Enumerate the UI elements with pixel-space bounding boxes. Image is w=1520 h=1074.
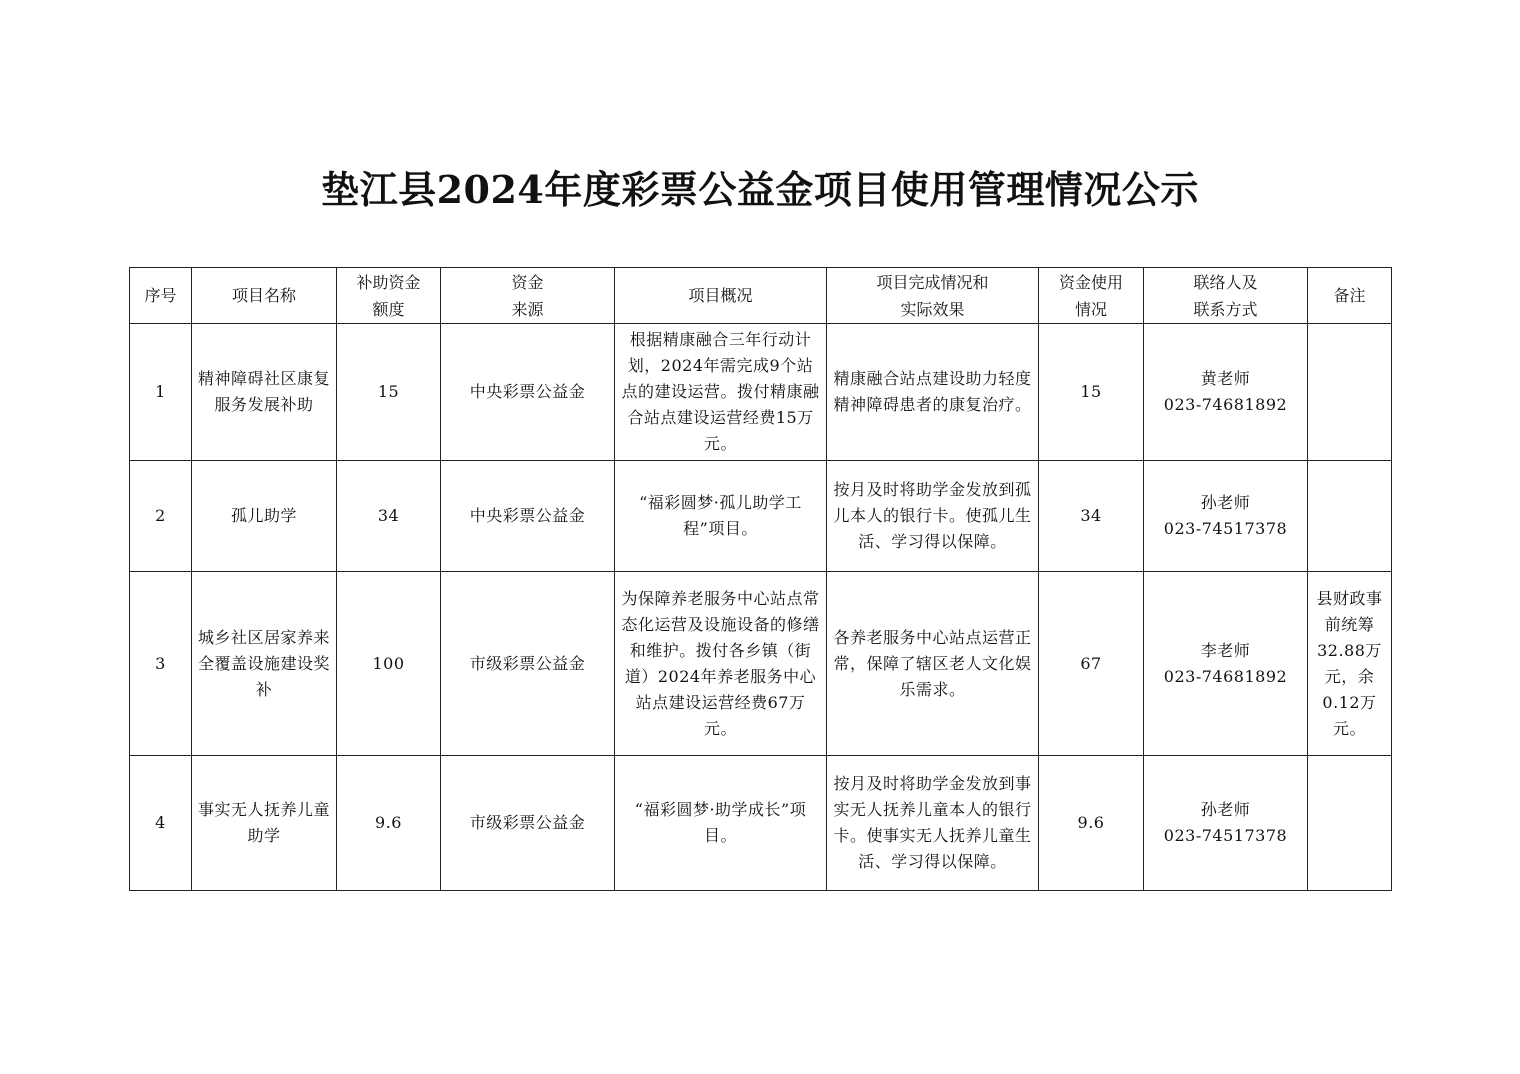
header-fund-usage: 资金使用 情况 [1039, 268, 1144, 324]
cell-subsidy-amount: 15 [337, 324, 441, 461]
cell-remark: 县财政事前统筹32.88万元，余0.12万元。 [1308, 572, 1392, 756]
cell-index: 1 [130, 324, 192, 461]
cell-subsidy-amount: 34 [337, 461, 441, 572]
cell-completion-effect: 按月及时将助学金发放到孤儿本人的银行卡。使孤儿生活、学习得以保障。 [827, 461, 1039, 572]
header-contact: 联络人及 联系方式 [1144, 268, 1308, 324]
table-header-row [130, 268, 1392, 324]
cell-index: 4 [130, 756, 192, 891]
table-row [130, 461, 1392, 572]
cell-completion-effect: 按月及时将助学金发放到事实无人抚养儿童本人的银行卡。使事实无人抚养儿童生活、学习得以保障。 [827, 756, 1039, 891]
header-completion-effect: 项目完成情况和 实际效果 [827, 268, 1039, 324]
cell-index: 2 [130, 461, 192, 572]
table-row [130, 324, 1392, 461]
contact-name: 孙老师 [1200, 800, 1251, 819]
cell-project-overview: “福彩圆梦·孤儿助学工程”项目。 [615, 461, 827, 572]
cell-fund-source: 中央彩票公益金 [441, 461, 615, 572]
cell-remark [1308, 324, 1392, 461]
cell-project-name: 城乡社区居家养来全覆盖设施建设奖补 [192, 572, 337, 756]
lottery-fund-table [129, 267, 1392, 891]
cell-subsidy-amount: 9.6 [337, 756, 441, 891]
cell-fund-source: 市级彩票公益金 [441, 572, 615, 756]
contact-name: 孙老师 [1200, 493, 1251, 512]
header-project-name: 项目名称 [192, 268, 337, 324]
contact-phone: 023-74681892 [1163, 395, 1288, 414]
cell-project-name: 事实无人抚养儿童助学 [192, 756, 337, 891]
cell-contact [1144, 324, 1308, 461]
cell-index: 3 [130, 572, 192, 756]
header-index: 序号 [130, 268, 192, 324]
contact-phone: 023-74517378 [1163, 826, 1288, 845]
cell-contact [1144, 461, 1308, 572]
cell-fund-usage: 67 [1039, 572, 1144, 756]
contact-name: 李老师 [1200, 640, 1251, 660]
cell-completion-effect: 精康融合站点建设助力轻度精神障碍患者的康复治疗。 [827, 324, 1039, 461]
cell-contact [1144, 756, 1308, 891]
cell-remark [1308, 756, 1392, 891]
cell-fund-usage: 34 [1039, 461, 1144, 572]
cell-fund-source: 中央彩票公益金 [441, 324, 615, 461]
cell-contact [1144, 572, 1308, 756]
contact-phone: 023-74517378 [1163, 519, 1288, 538]
contact-name: 黄老师 [1200, 369, 1251, 388]
cell-project-overview: 为保障养老服务中心站点常态化运营及设施设备的修缮和维护。拨付各乡镇（街道）2024年养老服务中心站点建设运营经费67万元。 [615, 572, 827, 756]
cell-fund-source: 市级彩票公益金 [441, 756, 615, 891]
header-fund-source: 资金 来源 [441, 268, 615, 324]
page-title: 垫江县2024年度彩票公益金项目使用管理情况公示 [321, 167, 1199, 212]
contact-phone: 023-74681892 [1163, 666, 1288, 686]
header-subsidy-amount: 补助资金 额度 [337, 268, 441, 324]
cell-project-name: 孤儿助学 [192, 461, 337, 572]
header-project-overview: 项目概况 [615, 268, 827, 324]
table-row [130, 572, 1392, 756]
cell-completion-effect: 各养老服务中心站点运营正常，保障了辖区老人文化娱乐需求。 [827, 572, 1039, 756]
table-row [130, 756, 1392, 891]
cell-remark [1308, 461, 1392, 572]
cell-project-overview: “福彩圆梦·助学成长”项目。 [615, 756, 827, 891]
cell-project-overview: 根据精康融合三年行动计划，2024年需完成9个站点的建设运营。拨付精康融合站点建设运营经费15万元。 [615, 324, 827, 461]
cell-fund-usage: 9.6 [1039, 756, 1144, 891]
cell-project-name: 精神障碍社区康复服务发展补助 [192, 324, 337, 461]
header-remark: 备注 [1308, 268, 1392, 324]
cell-fund-usage: 15 [1039, 324, 1144, 461]
cell-subsidy-amount: 100 [337, 572, 441, 756]
